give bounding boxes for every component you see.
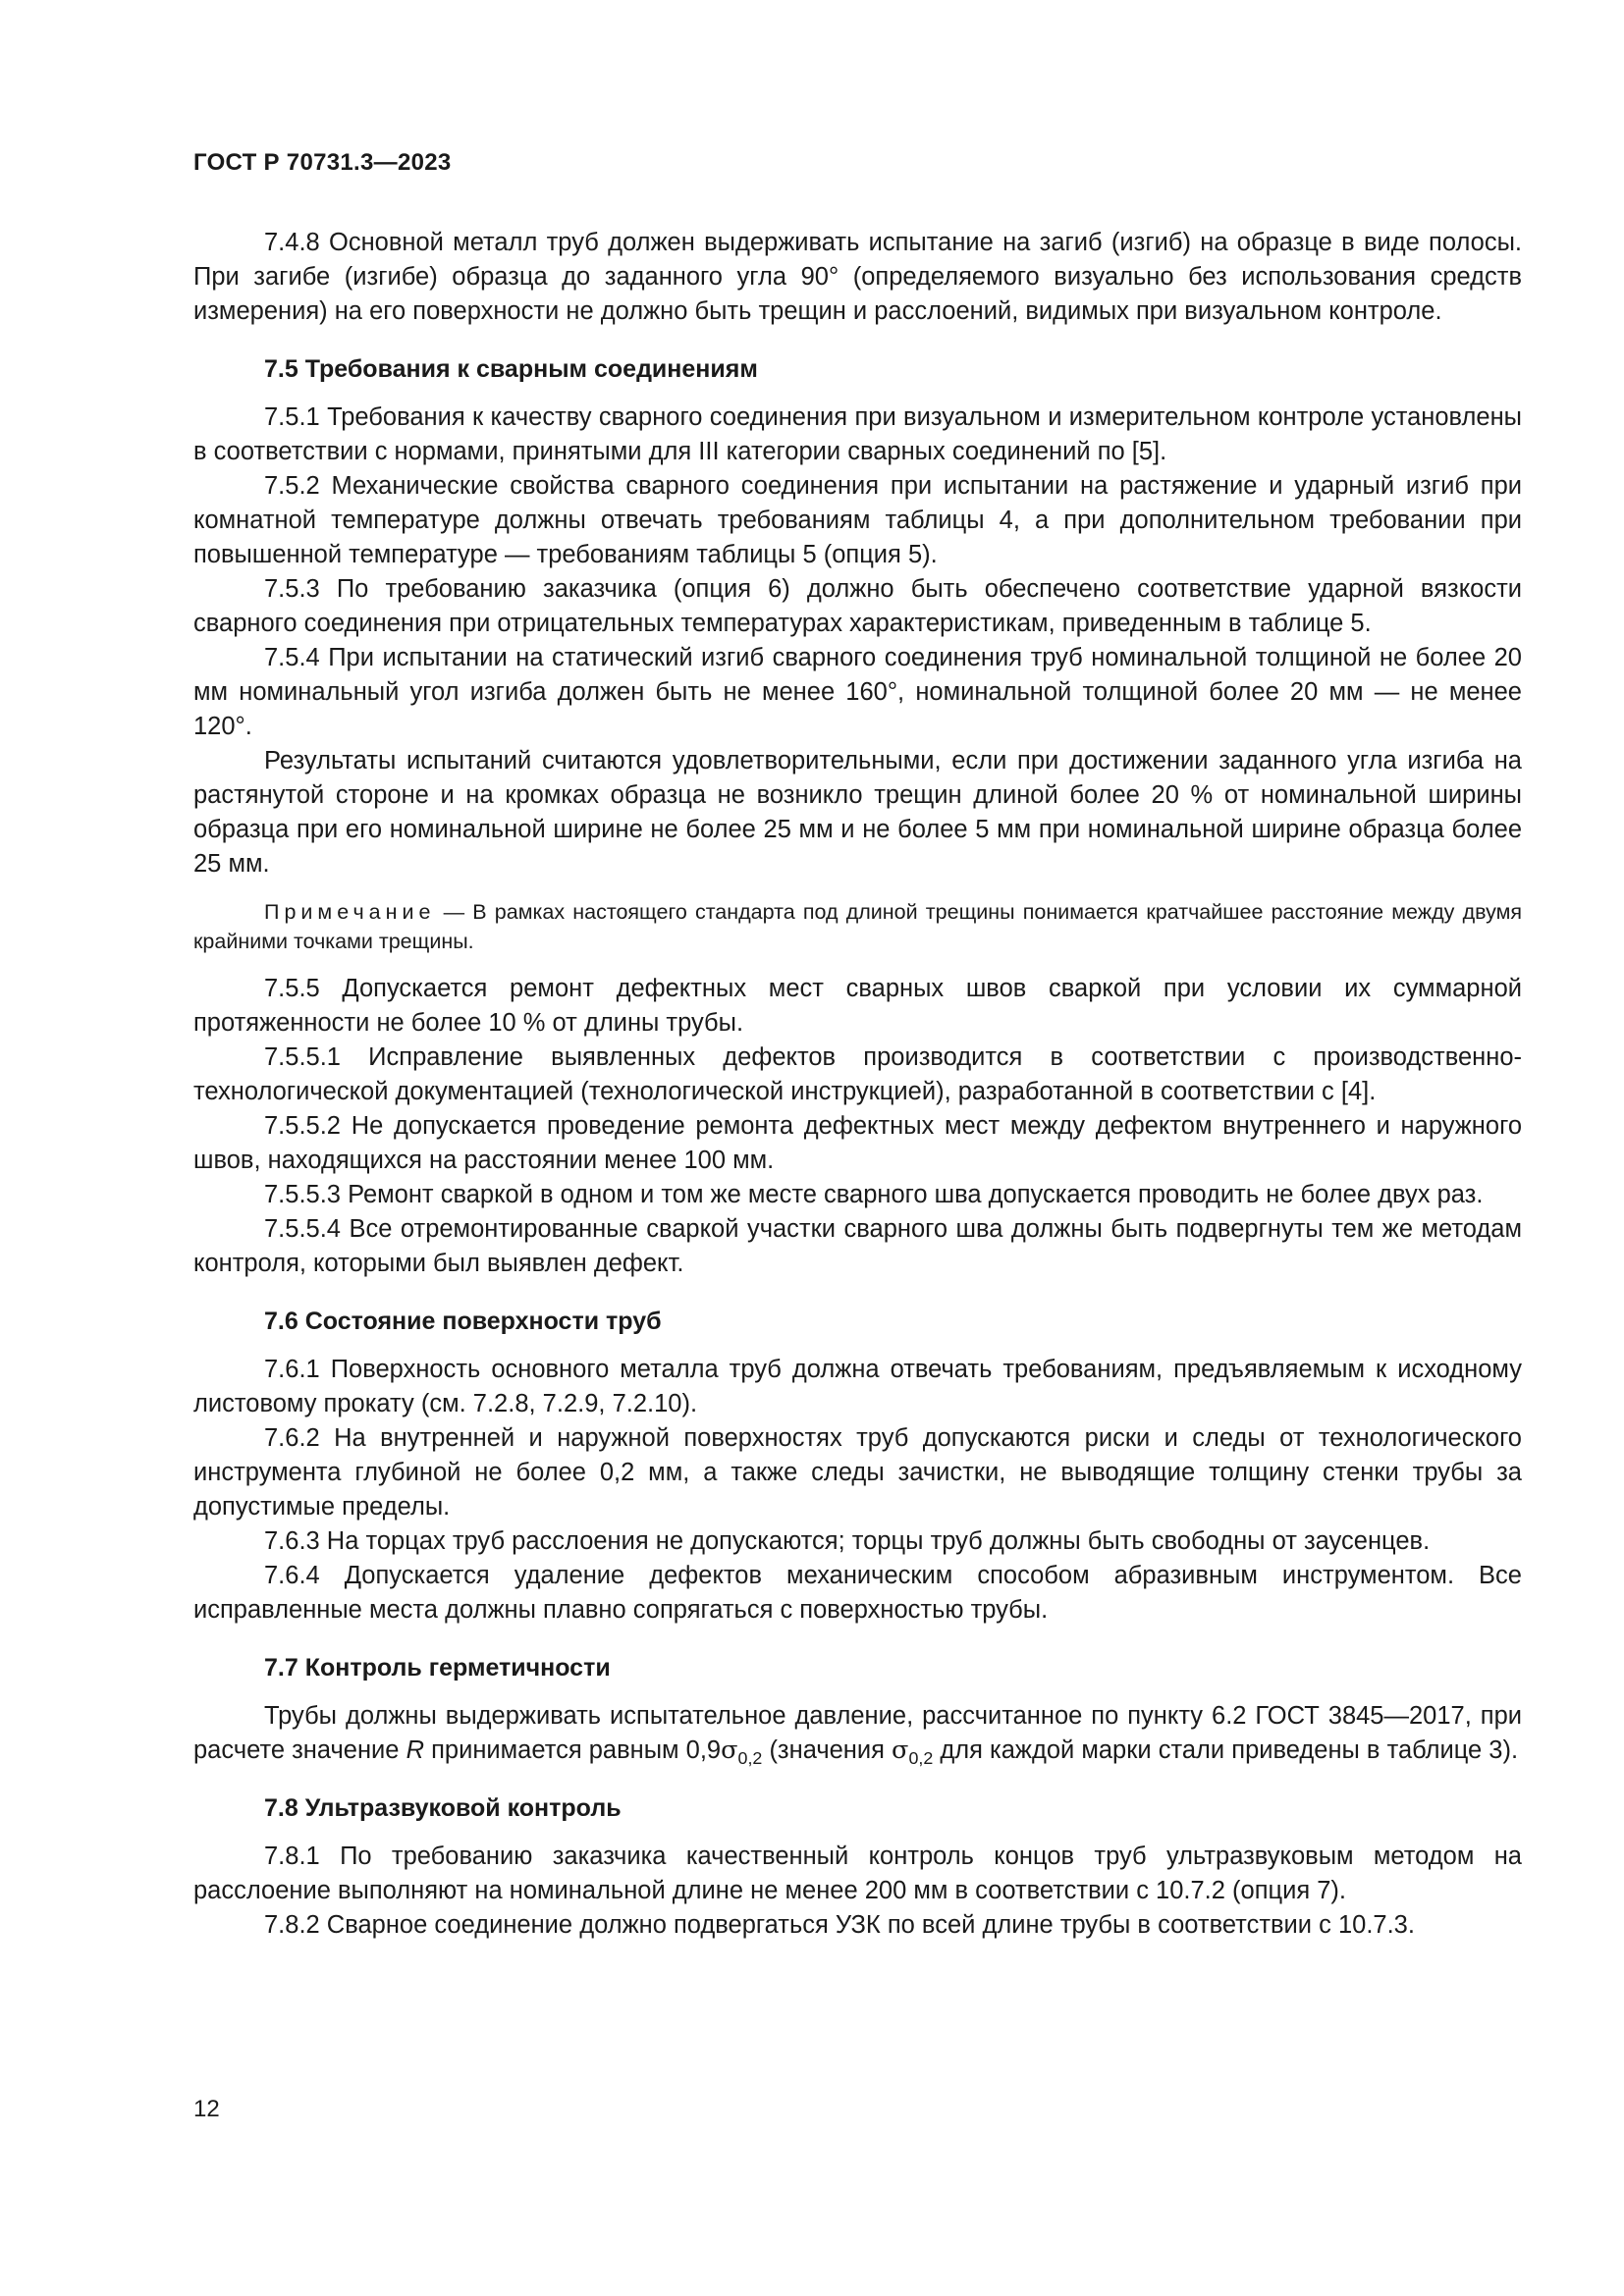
paragraph-7-5-5-2: 7.5.5.2 Не допускается проведение ремонта дефектных мест между дефектом внутреннего и наружного швов, находящихся на расстоянии менее 100 мм. bbox=[193, 1112, 1522, 1174]
paragraph-7-5-3: 7.5.3 По требованию заказчика (опция 6) должно быть обеспечено соответствие ударной вязкости сварного соединения при отрицательных температурах характеристикам, приведенным в таблице 5. bbox=[193, 575, 1522, 637]
paragraph-7-5-5: 7.5.5 Допускается ремонт дефектных мест сварных швов сваркой при условии их суммарной протяженности не более 10 % от длины трубы. bbox=[193, 975, 1522, 1037]
paragraph-7-7-part-d: для каждой марки стали приведены в таблице 3). bbox=[933, 1736, 1519, 1764]
paragraph-7-6-2: 7.6.2 На внутренней и наружной поверхностях труб допускаются риски и следы от технологического инструмента глубиной не более 0,2 мм, а также следы зачистки, не выводящие толщину стенки трубы за допустимые пределы. bbox=[193, 1424, 1522, 1521]
section-title-7-8: 7.8 Ультразвуковой контроль bbox=[264, 1794, 622, 1822]
paragraph-7-5-1: 7.5.1 Требования к качеству сварного соединения при визуальном и измерительном контроле установлены в соответствии с нормами, принятыми для III категории сварных соединений по [5]. bbox=[193, 403, 1522, 465]
paragraph-7-5-5-4: 7.5.5.4 Все отремонтированные сваркой участки сварного шва должны быть подвергнуты тем же методам контроля, которыми был выявлен дефект. bbox=[193, 1215, 1522, 1277]
paragraph-7-4-8: 7.4.8 Основной металл труб должен выдерживать испытание на загиб (изгиб) на образце в виде полосы. При загибе (изгибе) образца до заданного угла 90° (определяемого визуально без использования средств измерения) на его поверхности не должно быть трещин и расслоений, видимых при визуальном контроле. bbox=[193, 229, 1522, 325]
paragraph-7-7 bbox=[193, 1699, 1522, 1768]
section-title-7-7: 7.7 Контроль герметичности bbox=[264, 1654, 611, 1682]
paragraph-7-7-part-c: (значения bbox=[762, 1736, 893, 1764]
paragraph-7-6-4: 7.6.4 Допускается удаление дефектов механическим способом абразивным инструментом. Все исправленные места должны плавно сопрягаться с поверхностью трубы. bbox=[193, 1562, 1522, 1624]
paragraph-7-5-2: 7.5.2 Механические свойства сварного соединения при испытании на растяжение и ударный изгиб при комнатной температуре должны отвечать требованиям таблицы 4, а при дополнительном требовании при повышенной температуре — требованиям таблицы 5 (опция 5). bbox=[193, 472, 1522, 568]
paragraph-7-8-1: 7.8.1 По требованию заказчика качественный контроль концов труб ультразвуковым методом на расслоение выполняют на номинальной длине не менее 200 мм в соответствии с 10.7.2 (опция 7). bbox=[193, 1842, 1522, 1904]
paragraph-7-5-4: 7.5.4 При испытании на статический изгиб сварного соединения труб номинальной толщиной не более 20 мм номинальный угол изгиба должен быть не менее 160°, номинальной толщиной более 20 мм — не менее 120°. bbox=[193, 644, 1522, 740]
paragraph-7-5-5-3: 7.5.5.3 Ремонт сваркой в одном и том же месте сварного шва допускается проводить не более двух раз. bbox=[264, 1181, 1484, 1208]
paragraph-7-5-5-1: 7.5.5.1 Исправление выявленных дефектов производится в соответствии с производственно-технологической документацией (технологической инструкцией), разработанной в соответствии с [4]. bbox=[193, 1043, 1522, 1105]
document-header: ГОСТ Р 70731.3—2023 bbox=[193, 149, 452, 176]
section-title-7-5: 7.5 Требования к сварным соединениям bbox=[264, 355, 758, 383]
symbol-r: R bbox=[406, 1736, 424, 1764]
note-text: — В рамках настоящего стандарта под длиной трещины понимается кратчайшее расстояние между двумя крайними точками трещины. bbox=[193, 900, 1522, 953]
page-number: 12 bbox=[193, 2096, 220, 2122]
paragraph-7-5-4-results: Результаты испытаний считаются удовлетворительными, если при достижении заданного угла изгиба на растянутой стороне и на кромках образца не возникло трещин длиной более 20 % от номинальной ширины образца при его номинальной ширине не более 25 мм и не более 5 мм при номинальной ширине образца более 25 мм. bbox=[193, 747, 1522, 878]
sigma-subscript: 0,2 bbox=[737, 1748, 763, 1769]
sigma-symbol: σ bbox=[892, 1735, 909, 1765]
sigma-symbol: σ bbox=[721, 1735, 738, 1765]
paragraph-7-7-part-a: Трубы должны выдерживать испытательное давление, рассчитанное по пункту 6.2 ГОСТ 3845—2017, при расчете значение bbox=[193, 1702, 1522, 1764]
document-body bbox=[193, 226, 1522, 1943]
paragraph-7-8-2: 7.8.2 Сварное соединение должно подвергаться УЗК по всей длине трубы в соответствии с 10.7.3. bbox=[264, 1911, 1415, 1939]
paragraph-7-7-part-b: принимается равным 0,9 bbox=[424, 1736, 722, 1764]
paragraph-7-6-1: 7.6.1 Поверхность основного металла труб должна отвечать требованиям, предъявляемым к исходному листовому прокату (см. 7.2.8, 7.2.9, 7.2.10). bbox=[193, 1356, 1522, 1417]
section-title-7-6: 7.6 Состояние поверхности труб bbox=[264, 1308, 662, 1335]
note bbox=[193, 897, 1522, 956]
paragraph-7-6-3: 7.6.3 На торцах труб расслоения не допускаются; торцы труб должны быть свободны от заусенцев. bbox=[264, 1527, 1431, 1555]
note-label: Примечание bbox=[264, 900, 436, 924]
sigma-subscript: 0,2 bbox=[908, 1748, 934, 1769]
